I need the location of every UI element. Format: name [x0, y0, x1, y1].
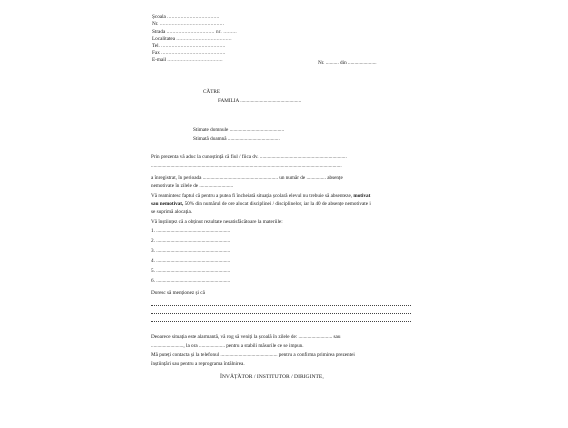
paragraph-meeting-line2: ........................., la ora .................... pentru a stabili măsurile ce se impun. [151, 343, 304, 349]
blank-line-1 [151, 305, 411, 306]
header-field-email: E-mail ..................................... [152, 57, 223, 63]
registration-number: Nr. .......... din ...................... [318, 60, 377, 66]
subject-item-4: 4. ......................................................... [151, 258, 231, 264]
blank-line-2 [151, 313, 411, 314]
signature-title: ÎNVĂȚĂTOR / INSTITUTOR / DIRIGINTE, [220, 374, 324, 380]
paragraph-contact-line1: Mă puteți contacta și la telefonul ............................................ pentru a confirma primirea prezentei [151, 352, 355, 358]
header-field-locality: Localitatea ..................................... [152, 36, 232, 42]
paragraph-notice-line4: nemotivate în zilele de .......................... [151, 183, 234, 189]
header-field-phone: Tel. ........................................... [152, 43, 226, 49]
subject-item-6: 6. ......................................................... [151, 278, 231, 284]
salutation-mrs: Stimată doamnă ........................................ [193, 136, 280, 142]
subject-item-1: 1. ......................................................... [151, 228, 231, 234]
salutation-mr: Stimate domnule .......................................... [193, 127, 285, 133]
paragraph-meeting-line1: Deoarece situația este alarmantă, vă rog să veniți la școală în zilele de: .......................... sau [151, 334, 341, 340]
paragraph-notice-line2: ................................................................................................................................................... [151, 163, 342, 169]
addressee-catre: CĂTRE [203, 89, 221, 95]
header-field-street: Strada ................................ nr. ......... [152, 29, 237, 35]
paragraph-reminder-line3: se suprimă alocația. [151, 209, 193, 215]
subject-item-5: 5. ......................................................... [151, 268, 231, 274]
paragraph-results: Vă înștiințez că a obținut rezultate nesatisfăcătoare la materiile: [151, 219, 283, 225]
paragraph-contact-line2: înștiințări sau pentru a reprograma întâlnirea. [151, 361, 245, 367]
header-field-nr: Nr. ........................................... [152, 21, 225, 27]
subject-item-2: 2. ......................................................... [151, 238, 231, 244]
addressee-family: FAMILIA ............................................... [218, 98, 302, 104]
paragraph-notice-line3: a înregistrat, în perioada .......................................................... un număr de ............... absențe [151, 175, 343, 181]
header-field-fax: Fax ........................................... [152, 50, 226, 56]
header-field-school: Școala ................................... [152, 14, 220, 20]
paragraph-mention: Doresc să menționez și că [151, 290, 205, 296]
subject-item-3: 3. ......................................................... [151, 248, 231, 254]
paragraph-notice-line1: Prin prezenta vă aduc la cunoștință că fiul / fiica dv. ................................................................... [151, 154, 347, 160]
blank-line-3 [151, 321, 411, 322]
paragraph-reminder-line1: Vă reamintesc faptul că pentru a putea fi încheiată situația școlară elevul nu trebuie să absenteze, motivat [151, 193, 371, 199]
paragraph-reminder-line2: sau nemotivat, 50% din numărul de ore alocat disciplinei / disciplinelor, iar la 40 de absențe nemotivate i [151, 201, 371, 207]
